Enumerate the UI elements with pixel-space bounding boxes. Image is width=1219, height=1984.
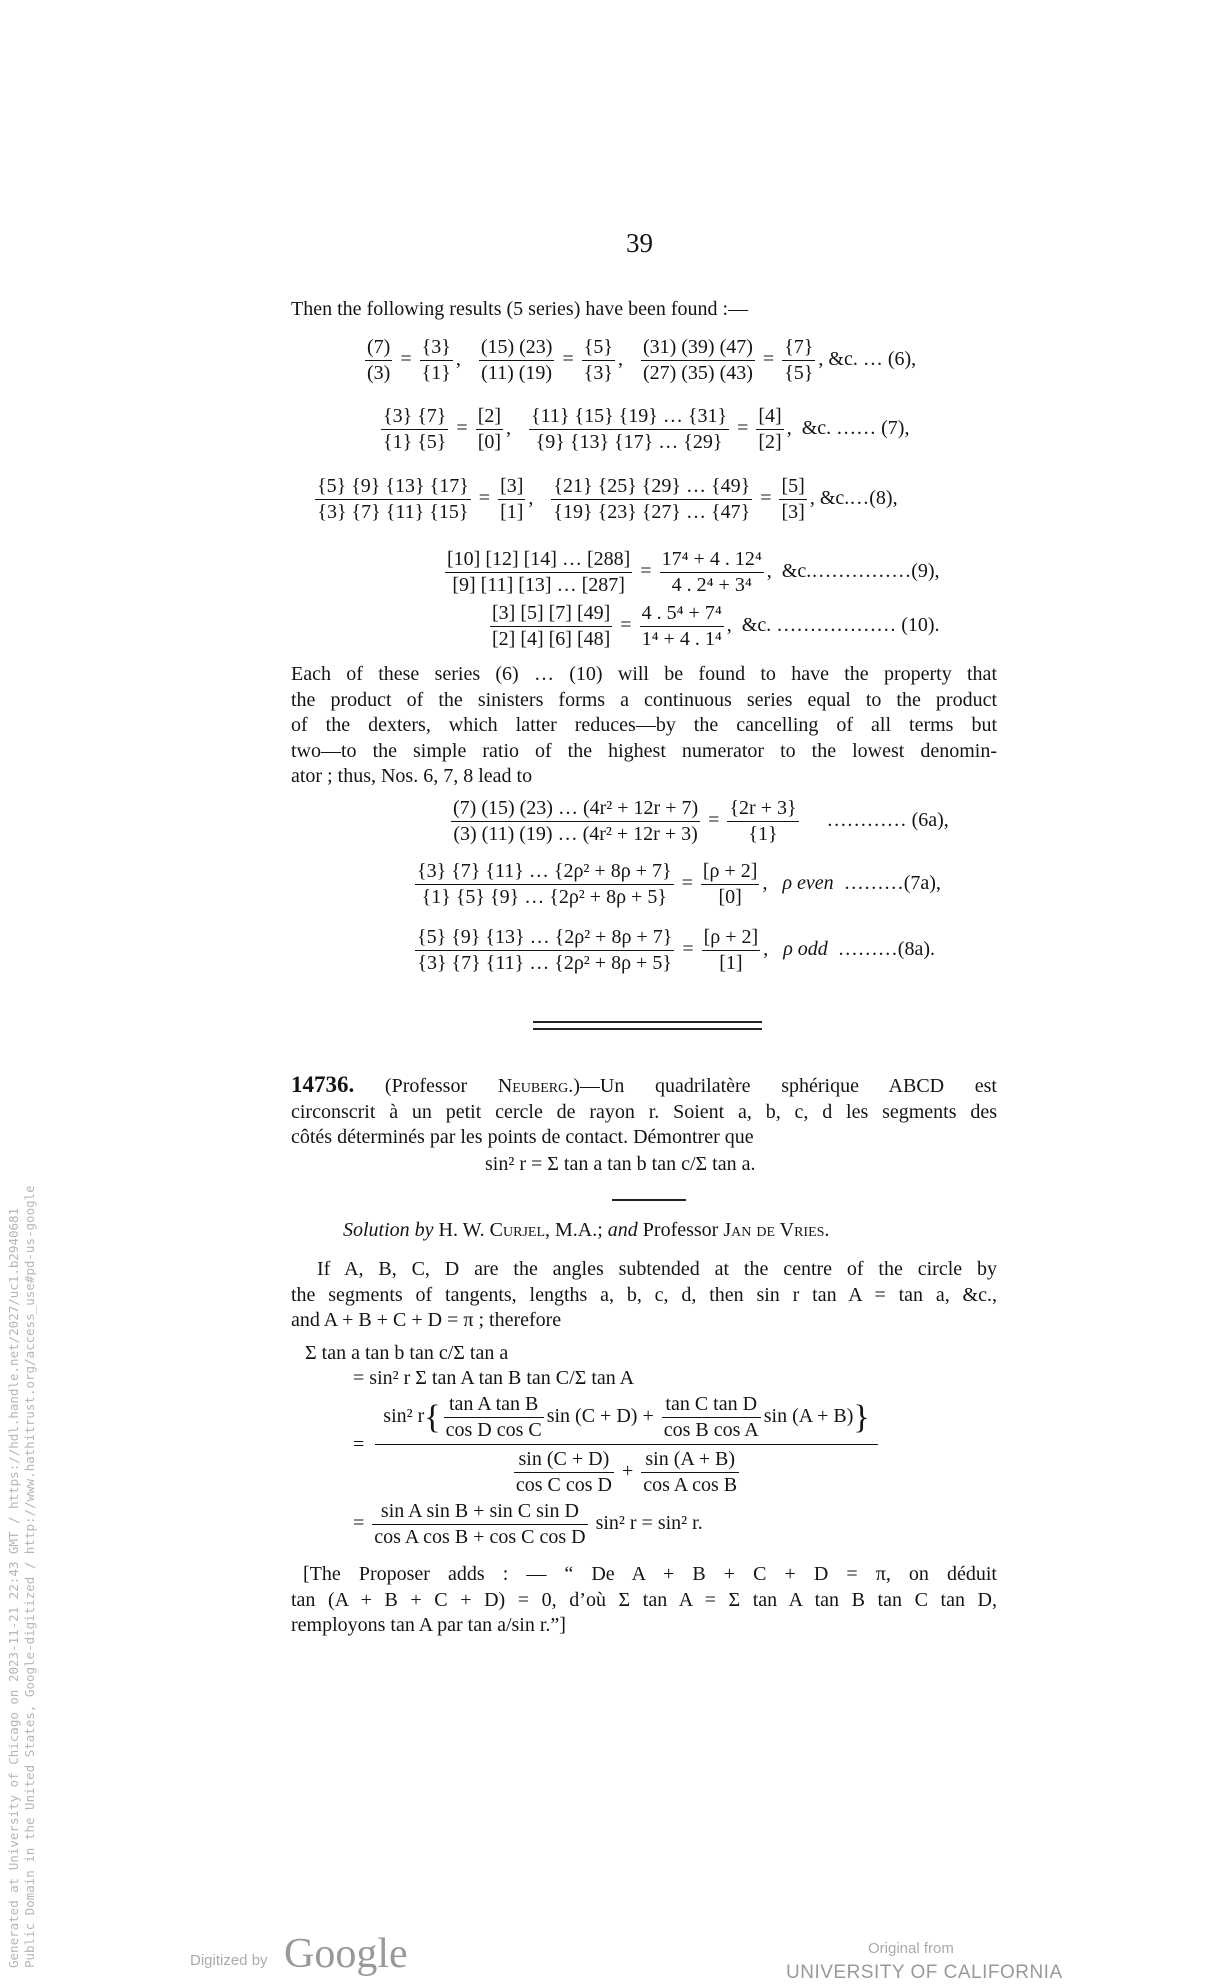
math-text: (15) (23) bbox=[479, 336, 555, 361]
math-text: remployons tan A par tan a/sin r.”] bbox=[291, 1614, 566, 1636]
math-text: [2] bbox=[758, 431, 782, 453]
math-text: {3} bbox=[583, 362, 613, 384]
math-text: (27) (35) (43) bbox=[642, 362, 753, 384]
math-text: cos D cos C bbox=[445, 1419, 542, 1441]
math-text: {3} {7} {11} … {2ρ² + 8ρ + 7} bbox=[415, 860, 674, 885]
math-text: (7) bbox=[365, 336, 392, 361]
math-text: { bbox=[424, 1398, 441, 1436]
math-text: and A + B + C + D = π ; therefore bbox=[291, 1309, 562, 1331]
institution-label: UNIVERSITY OF CALIFORNIA bbox=[786, 1962, 1063, 1983]
math-text: [2] [4] [6] [48] bbox=[492, 628, 611, 650]
fraction bbox=[445, 548, 632, 597]
section-divider bbox=[533, 1021, 762, 1023]
math-text: tan A tan B bbox=[444, 1393, 544, 1418]
math-text: {9} {13} {17} … {29} bbox=[535, 431, 723, 453]
math-text: {3} {7} {11} … {2ρ² + 8ρ + 5} bbox=[417, 952, 672, 974]
derivation-final bbox=[353, 1500, 703, 1549]
math-text: (3) (11) (19) … (4r² + 12r + 3) bbox=[453, 823, 698, 845]
derivation-big-fraction bbox=[353, 1393, 881, 1497]
fraction bbox=[662, 1393, 761, 1442]
math-text: = bbox=[353, 1512, 365, 1535]
math-text: {21} {25} {29} … {49} bbox=[551, 475, 752, 500]
page-number: 39 bbox=[626, 228, 653, 258]
fraction bbox=[479, 336, 555, 385]
equation-10: $\frac{[3] [5] [7] [49]}{[2] [4] [6] [48]}$ = $\frac{\text{4 . 5⁴ + 7⁴}}{\text{1⁴ + 4 . 1⁴}}$ , &c. ……………… (10). bbox=[492, 602, 940, 650]
math-text: sin A sin B + sin C sin D bbox=[372, 1500, 587, 1525]
section-divider bbox=[533, 1028, 762, 1030]
fraction bbox=[551, 475, 752, 524]
math-text: [ρ + 2] bbox=[701, 860, 760, 885]
fraction bbox=[582, 336, 615, 385]
equation-label: &c.…(8), bbox=[819, 487, 898, 510]
fraction bbox=[779, 475, 806, 524]
math-text: Professor bbox=[642, 1219, 719, 1241]
math-text: [1] bbox=[500, 501, 524, 523]
math-text: } bbox=[853, 1398, 870, 1436]
equation-8a: $\frac{\text{\{5\} \{9\} \{13\} … \{2ρ² + 8ρ + 7\}}}{\text{\{3\} \{7\} \{11\} … \{2ρ² + 8ρ + 5\}}}$ = $\frac{[\rho + 2]}{[1]}$ , ρ odd ………(8a). bbox=[417, 926, 935, 974]
fraction bbox=[756, 405, 783, 454]
math-text: (7) (15) (23) … (4r² + 12r + 7) bbox=[451, 797, 700, 822]
math-text: côtés déterminés par les points de contact. Démontrer que bbox=[291, 1126, 754, 1148]
original-from-label: Original from bbox=[868, 1940, 954, 1957]
fraction bbox=[641, 336, 755, 385]
math-text: [0] bbox=[718, 886, 742, 908]
fraction bbox=[702, 926, 761, 975]
equation-9: $\frac{[10] [12] [14] \dots [288]}{[9] [11] [13] \dots [287]}$ = $\frac{\text{17⁴ + 4 . 12⁴}}{\text{4 . 2⁴ + 3⁴}}$ , &c.……………(9), bbox=[447, 548, 940, 596]
math-text: H. W. Curjel, M.A.; bbox=[438, 1219, 603, 1241]
math-text: two—to the simple ratio of the highest numerator to the lowest denomin- bbox=[291, 739, 997, 762]
math-text: {1} {5} {9} … {2ρ² + 8ρ + 5} bbox=[421, 886, 667, 908]
math-text: {2r + 3} bbox=[727, 797, 798, 822]
math-text: [3] [5] [7] [49] bbox=[490, 602, 612, 627]
math-text: the product of the sinisters forms a continuous series equal to the product bbox=[291, 688, 997, 711]
math-text: [9] [11] [13] … [287] bbox=[452, 574, 625, 596]
equation-label: &c.……………(9), bbox=[781, 560, 940, 583]
fraction bbox=[372, 1500, 587, 1549]
derivation-line-1: Σ tan a tan b tan c/Σ tan a bbox=[305, 1342, 509, 1364]
math-text: [2] bbox=[476, 405, 503, 430]
fraction bbox=[420, 336, 453, 385]
math-text: tan (A + B + C + D) = 0, d’où Σ tan A = Σ tan A tan B tan C tan D, bbox=[291, 1588, 997, 1611]
math-text: {3} {7} bbox=[381, 405, 448, 430]
paragraph-series-property bbox=[291, 662, 997, 790]
fraction bbox=[476, 405, 503, 454]
equation-8: $\frac{\{5\} \{9\} \{13\} \{17\}}{\{3\} \{7\} \{11\} \{15\}}$ = $\frac{[3]}{[1]}$ , $\frac{\{21\} \{25\} \{29\} \dots \{49\}}{\{19\} \{23\} \{27\} \dots \{47\}}$ = $\frac{[5]}{[3]}$ , &c.…(8), bbox=[317, 475, 898, 523]
fraction bbox=[315, 475, 471, 524]
math-text: Jan de Vries. bbox=[723, 1219, 830, 1241]
math-text: sin (A + B) bbox=[763, 1405, 854, 1428]
derivation-line-2: = sin² r Σ tan A tan B tan C/Σ tan A bbox=[353, 1367, 635, 1389]
math-text: {19} {23} {27} … {47} bbox=[553, 501, 751, 523]
math-text: {3} {7} {11} {15} bbox=[317, 501, 469, 523]
question-number: 14736. bbox=[291, 1072, 355, 1097]
equation-7a: $\frac{\text{\{3\} \{7\} \{11\} … \{2ρ² + 8ρ + 7\}}}{\text{\{1\} \{5\} \{9\} … \{2ρ² + 8ρ + 5\}}}$ = $\frac{[\rho + 2]}{[0]}$ , ρ even ………(7a), bbox=[417, 860, 941, 908]
equation-label: ………(8a). bbox=[837, 938, 935, 961]
math-text: sin (A + B) bbox=[641, 1448, 739, 1473]
math-text: 4 . 5⁴ + 7⁴ bbox=[640, 602, 724, 627]
math-text: Each of these series (6) … (10) will be found to have the property that bbox=[291, 663, 997, 685]
fraction bbox=[375, 1393, 877, 1497]
math-text: sin (C + D) bbox=[514, 1448, 614, 1473]
math-text: (3) bbox=[367, 362, 391, 384]
math-text: [10] [12] [14] … [288] bbox=[445, 548, 632, 573]
equation-label: &c. …… (7), bbox=[801, 417, 910, 440]
math-text: ρ odd bbox=[783, 938, 828, 961]
math-text: 1⁴ + 4 . 1⁴ bbox=[641, 628, 722, 650]
math-text: sin (C + D) + bbox=[546, 1405, 654, 1428]
fraction bbox=[381, 405, 448, 454]
fraction bbox=[415, 926, 674, 975]
math-text: {3} bbox=[420, 336, 453, 361]
math-text: {11} {15} {19} … {31} bbox=[529, 405, 729, 430]
equation-label: ………… (6a), bbox=[826, 809, 949, 832]
fraction bbox=[415, 860, 674, 909]
fraction bbox=[514, 1448, 614, 1497]
question-14736 bbox=[291, 1072, 997, 1151]
math-text: {5} bbox=[582, 336, 615, 361]
math-text: {1} {5} bbox=[383, 431, 447, 453]
math-text: and bbox=[607, 1219, 638, 1241]
math-text: (11) (19) bbox=[481, 362, 553, 384]
math-text: = bbox=[353, 1433, 365, 1456]
equation-label: &c. … (6), bbox=[828, 348, 917, 371]
math-text: [The Proposer adds : — “ De A + B + C + D = π, on déduit bbox=[303, 1563, 997, 1585]
fraction bbox=[641, 1448, 739, 1497]
intro-text: Then the following results (5 series) have been found :— bbox=[291, 298, 749, 320]
math-text: cos A cos B + cos C cos D bbox=[374, 1526, 586, 1548]
digitized-by-label: Digitized by bbox=[190, 1952, 268, 1969]
math-text: cos A cos B bbox=[643, 1474, 738, 1496]
fraction bbox=[365, 336, 392, 385]
math-text: {5} {9} {13} {17} bbox=[315, 475, 471, 500]
side-notice-line-2: Public Domain in the United States, Google-digitized / http://www.hathitrust.org/access_use#pd-us-google bbox=[22, 1185, 37, 1968]
equation-label: &c. ……………… (10). bbox=[741, 614, 940, 637]
math-text: {5} {9} {13} … {2ρ² + 8ρ + 7} bbox=[415, 926, 674, 951]
fraction bbox=[727, 797, 798, 846]
math-text: sin² r bbox=[383, 1405, 425, 1428]
math-text: (31) (39) (47) bbox=[641, 336, 755, 361]
math-text: 4 . 2⁴ + 3⁴ bbox=[671, 574, 752, 596]
math-text: [0] bbox=[477, 431, 502, 453]
math-text bbox=[375, 1393, 877, 1445]
fraction bbox=[640, 602, 724, 651]
math-text: [3] bbox=[498, 475, 525, 500]
solution-byline bbox=[343, 1219, 829, 1242]
equation-label: ………(7a), bbox=[843, 872, 941, 895]
math-text: circonscrit à un petit cercle de rayon r. Soient a, b, c, d les segments des bbox=[291, 1100, 997, 1123]
math-text: ator ; thus, Nos. 6, 7, 8 lead to bbox=[291, 765, 533, 787]
math-text: the segments of tangents, lengths a, b, c, d, then sin r tan A = tan a, &c., bbox=[291, 1283, 997, 1306]
math-text: + bbox=[621, 1460, 634, 1483]
math-text: {1} bbox=[421, 362, 451, 384]
math-text: [ρ + 2] bbox=[702, 926, 761, 951]
math-text: [3] bbox=[781, 501, 805, 523]
equation-7: $\frac{\{3\} \{7\}}{\{1\} \{5\}}$ = $\frac{[2]}{[0]}$ , $\frac{\{11\} \{15\} \{19\} \dots \{31\}}{\{9\} \{13\} \{17\} \dots \{29\}}$ = $\frac{[4]}{[2]}$ , &c. …… (7), bbox=[383, 405, 910, 453]
math-text: Neuberg. bbox=[497, 1075, 574, 1097]
fraction bbox=[444, 1393, 544, 1442]
math-text: 17⁴ + 4 . 12⁴ bbox=[660, 548, 764, 573]
math-text: [4] bbox=[756, 405, 783, 430]
math-text: (Professor bbox=[384, 1075, 498, 1097]
math-text: ρ even bbox=[782, 872, 834, 895]
solution-paragraph bbox=[291, 1257, 997, 1334]
math-text: Solution by bbox=[343, 1219, 434, 1241]
fraction bbox=[782, 336, 815, 385]
math-text: If A, B, C, D are the angles subtended at the centre of the circle by bbox=[317, 1258, 997, 1280]
equation-6: $\frac{(7)}{(3)}$ = $\frac{\{3\}}{\{1\}}$ , $\frac{(15) (23)}{(11) (19)}$ = $\frac{\{5\}}{\{3\}}$ , $\frac{(31) (39) (47)}{(27) (35) (43)}$ = $\frac{\{7\}}{\{5\}}$ , &c. … (6), bbox=[367, 336, 917, 384]
math-text: tan C tan D bbox=[662, 1393, 761, 1418]
math-text: {5} bbox=[784, 362, 814, 384]
side-notice-line-1: Generated at University of Chicago on 2023-11-21 22:43 GMT / https://hdl.handle.net/2027/uc1.b2940681 bbox=[6, 1207, 21, 1968]
short-divider bbox=[612, 1199, 686, 1201]
math-text: sin² r = sin² r. bbox=[595, 1512, 703, 1535]
math-text: {7} bbox=[782, 336, 815, 361]
math-text: cos B cos A bbox=[663, 1419, 759, 1441]
fraction bbox=[451, 797, 700, 846]
math-text: )—Un quadrilatère sphérique ABCD est bbox=[573, 1075, 997, 1097]
fraction bbox=[490, 602, 612, 651]
proposer-note bbox=[291, 1562, 997, 1639]
math-text: {1} bbox=[748, 823, 778, 845]
math-text: [5] bbox=[779, 475, 806, 500]
math-text: [1] bbox=[719, 952, 743, 974]
fraction bbox=[529, 405, 729, 454]
math-text: of the dexters, which latter reduces—by the cancelling of all terms but bbox=[291, 714, 997, 736]
math-text bbox=[375, 1445, 877, 1497]
math-text: cos C cos D bbox=[515, 1474, 612, 1496]
math-text bbox=[291, 1072, 997, 1100]
question-formula: sin² r = Σ tan a tan b tan c/Σ tan a. bbox=[485, 1153, 756, 1175]
google-logo: Google bbox=[284, 1931, 408, 1977]
fraction bbox=[660, 548, 764, 597]
fraction bbox=[498, 475, 525, 524]
equation-6a: $\frac{\text{(7) (15) (23) … (4r² + 12r + 7)}}{\text{(3) (11) (19) … (4r² + 12r + 3)}}$ = $\frac{\{2r + 3\}}{\{1\}}$ ………… (6a), bbox=[453, 797, 949, 845]
fraction bbox=[701, 860, 760, 909]
